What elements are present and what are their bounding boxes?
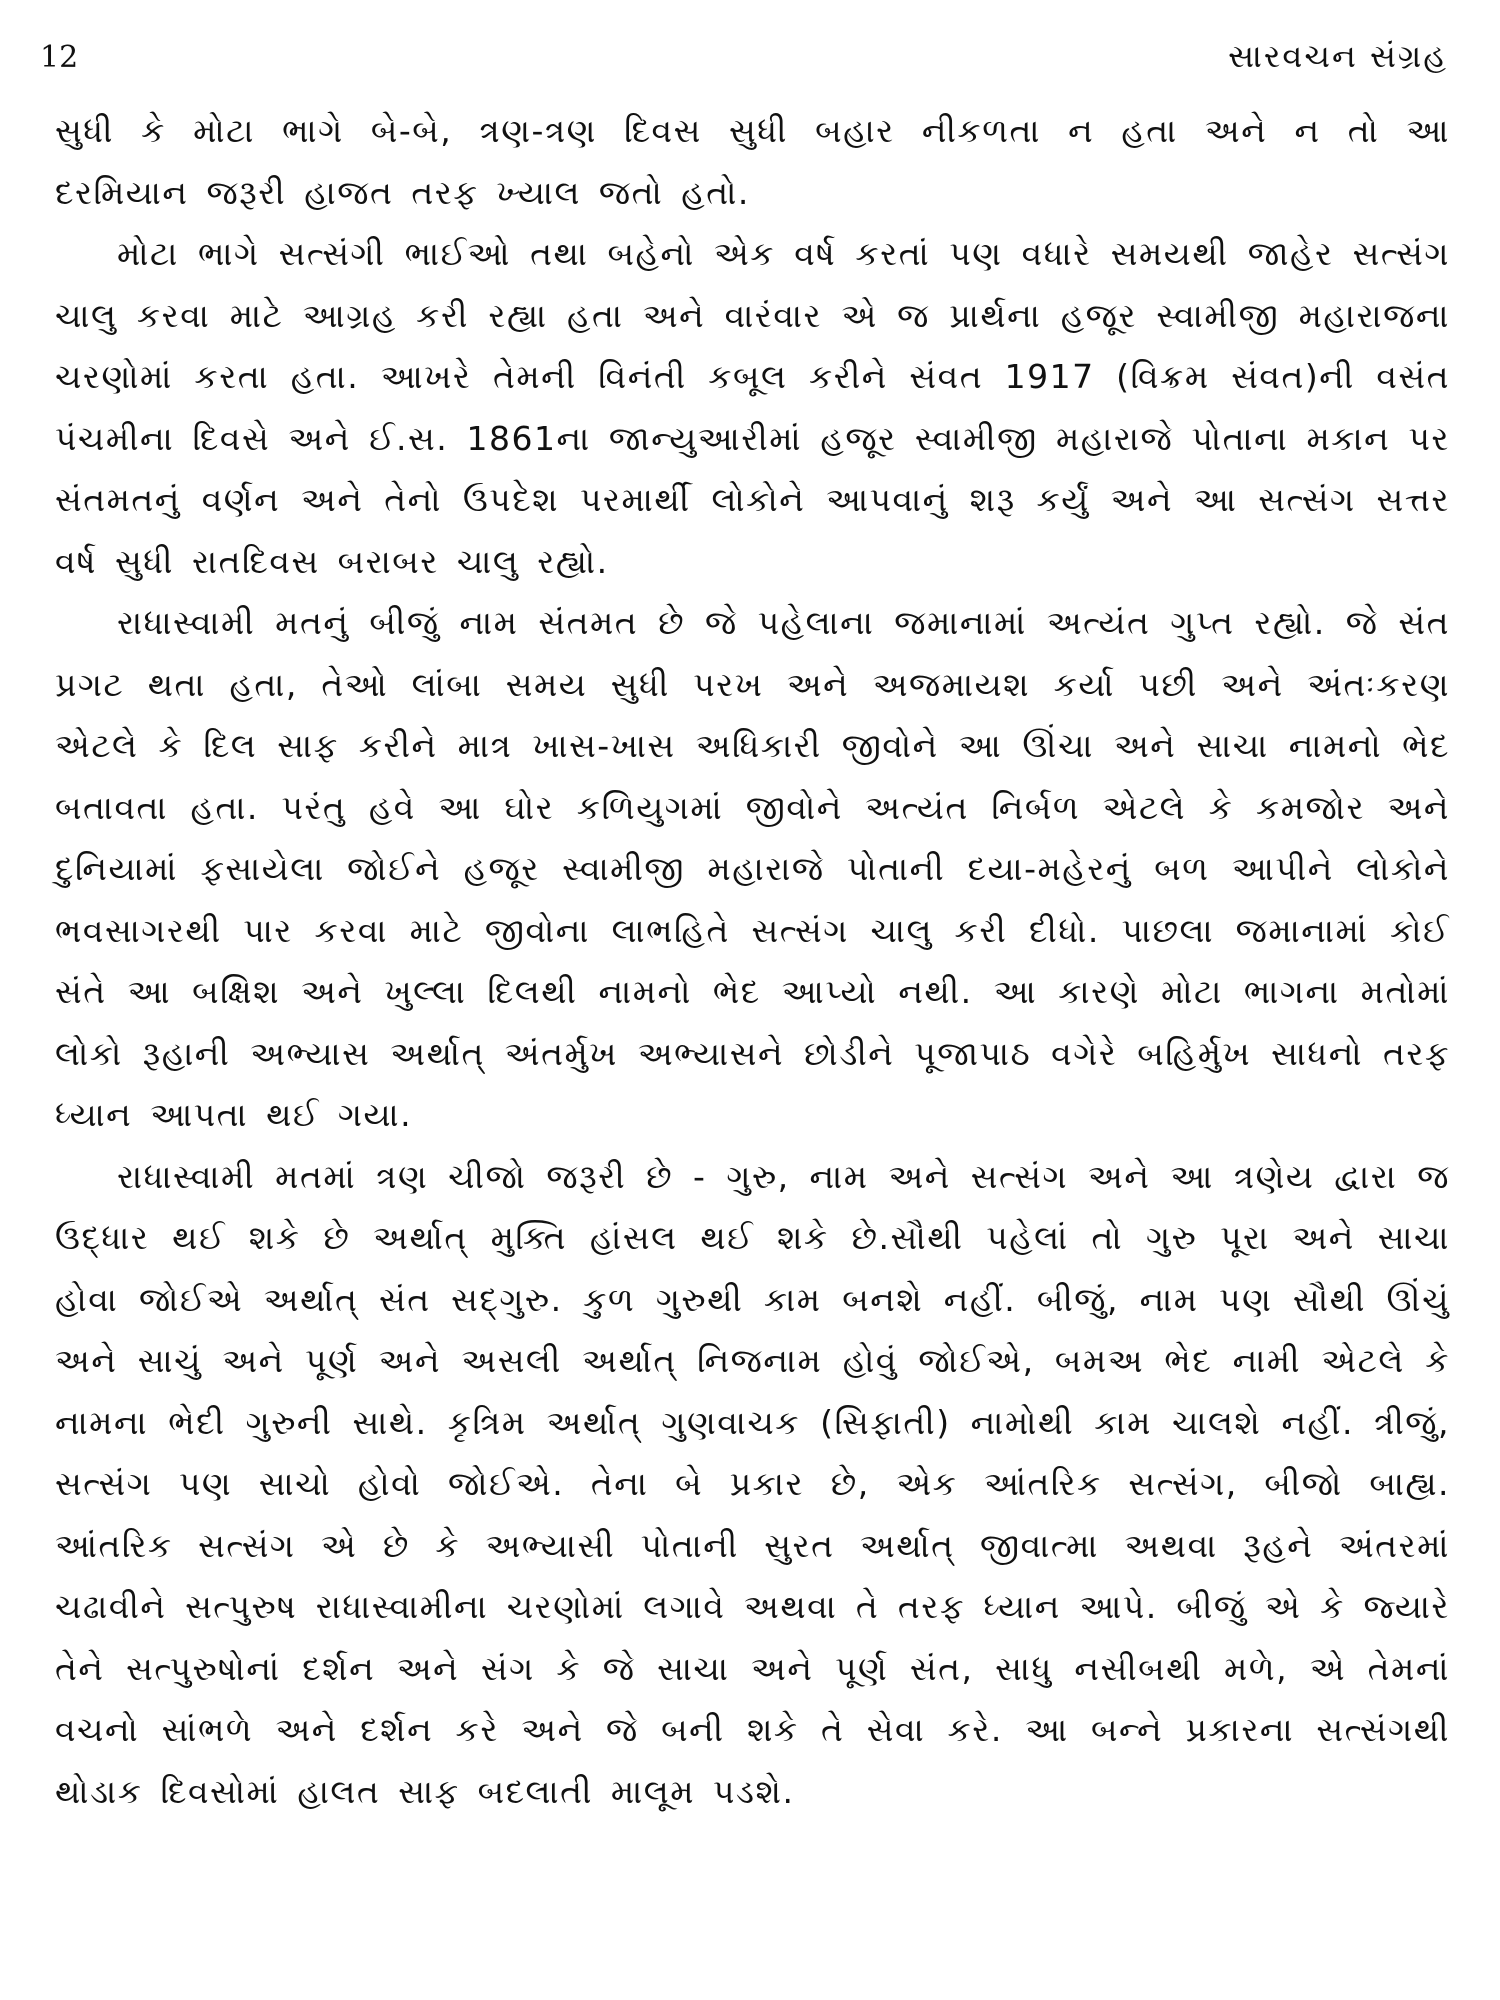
running-title: સારવચન સંગ્રહ: [1228, 37, 1448, 75]
paragraph-three-essentials: રાધાસ્વામી મતમાં ત્રણ ચીજો જરૂરી છે - ગુરુ, નામ અને સત્સંગ અને આ ત્રણેય દ્વારા જ ઉદ્ધાર થઈ શકે છે અર્થાત્ મુક્તિ હાંસલ થઈ શકે છે.સૌથી પહેલાં તો ગુરુ પૂરા અને સાચા હોવા જોઈએ અર્થાત્ સંત સદ્ગુરુ. કુળ ગુરુથી કામ બનશે નહીં. બીજું, નામ પણ સૌથી ઊંચું અને સાચું અને પૂર્ણ અને અસલી અર્થાત્ નિજનામ હોવું જોઈએ, બમઅ ભેદ નામી એટલે કે નામના ભેદી ગુરુની સાથે. કૃત્રિમ અર્થાત્ ગુણવાચક (સિફાતી) નામોથી કામ ચાલશે નહીં. ત્રીજું, સત્સંગ પણ સાચો હોવો જોઈએ. તેના બે પ્રકાર છે, એક આંતરિક સત્સંગ, બીજો બાહ્ય. આંતરિક સત્સંગ એ છે કે અભ્યાસી પોતાની સુરત અર્થાત્ જીવાત્મા અથવા રૂહને અંતરમાં ચઢાવીને સત્પુરુષ રાધાસ્વામીના ચરણોમાં લગાવે અથવા તે તરફ ધ્યાન આપે. બીજું એ કે જ્યારે તેને સત્પુરુષોનાં દર્શન અને સંગ કે જે સાચા અને પૂર્ણ સંત, સાધુ નસીબથી મળે, એ તેમનાં વચનો સાંભળે અને દર્શન કરે અને જે બની શકે તે સેવા કરે. આ બન્ને પ્રકારના સત્સંગથી થોડાક દિવસોમાં હાલત સાફ બદલાતી માલૂમ પડશે.: [55, 1156, 1450, 1811]
body-text: [55, 100, 1450, 1822]
paragraph-continuation: સુધી કે મોટા ભાગે બે-બે, ત્રણ-ત્રણ દિવસ સુધી બહાર નીકળતા ન હતા અને ન તો આ દરમિયાન જરૂરી હાજત તરફ ખ્યાલ જતો હતો.: [55, 111, 1450, 212]
paragraph-santmat: રાધાસ્વામી મતનું બીજું નામ સંતમત છે જે પહેલાના જમાનામાં અત્યંત ગુપ્ત રહ્યો. જે સંત પ્રગટ થતા હતા, તેઓ લાંબા સમય સુધી પરખ અને અજમાયશ કર્યા પછી અને અંતઃકરણ એટલે કે દિલ સાફ કરીને માત્ર ખાસ-ખાસ અધિકારી જીવોને આ ઊંચા અને સાચા નામનો ભેદ બતાવતા હતા. પરંતુ હવે આ ઘોર કળિયુગમાં જીવોને અત્યંત નિર્બળ એટલે કે કમજોર અને દુનિયામાં ફસાયેલા જોઈને હજૂર સ્વામીજી મહારાજે પોતાની દયા-મહેરનું બળ આપીને લોકોને ભવસાગરથી પાર કરવા માટે જીવોના લાભહિતે સત્સંગ ચાલુ કરી દીધો. પાછલા જમાનામાં કોઈ સંતે આ બક્ષિશ અને ખુલ્લા દિલથી નામનો ભેદ આપ્યો નથી. આ કારણે મોટા ભાગના મતોમાં લોકો રૂહાની અભ્યાસ અર્થાત્ અંતર્મુખ અભ્યાસને છોડીને પૂજાપાઠ વગેરે બહિર્મુખ સાધનો તરફ ધ્યાન આપતા થઈ ગયા.: [55, 603, 1450, 1134]
paragraph-satsang-start: મોટા ભાગે સત્સંગી ભાઈઓ તથા બહેનો એક વર્ષ કરતાં પણ વધારે સમયથી જાહેર સત્સંગ ચાલુ કરવા માટે આગ્રહ કરી રહ્યા હતા અને વારંવાર એ જ પ્રાર્થના હજૂર સ્વામીજી મહારાજના ચરણોમાં કરતા હતા. આખરે તેમની વિનંતી કબૂલ કરીને સંવત 1917 (વિક્રમ સંવત)ની વસંત પંચમીના દિવસે અને ઈ.સ. 1861ના જાન્યુઆરીમાં હજૂર સ્વામીજી મહારાજે પોતાના મકાન પર સંતમતનું વર્ણન અને તેનો ઉપદેશ પરમાર્થી લોકોને આપવાનું શરૂ કર્યું અને આ સત્સંગ સત્તર વર્ષ સુધી રાતદિવસ બરાબર ચાલુ રહ્યો.: [55, 234, 1450, 581]
page-number: 12: [40, 40, 79, 75]
